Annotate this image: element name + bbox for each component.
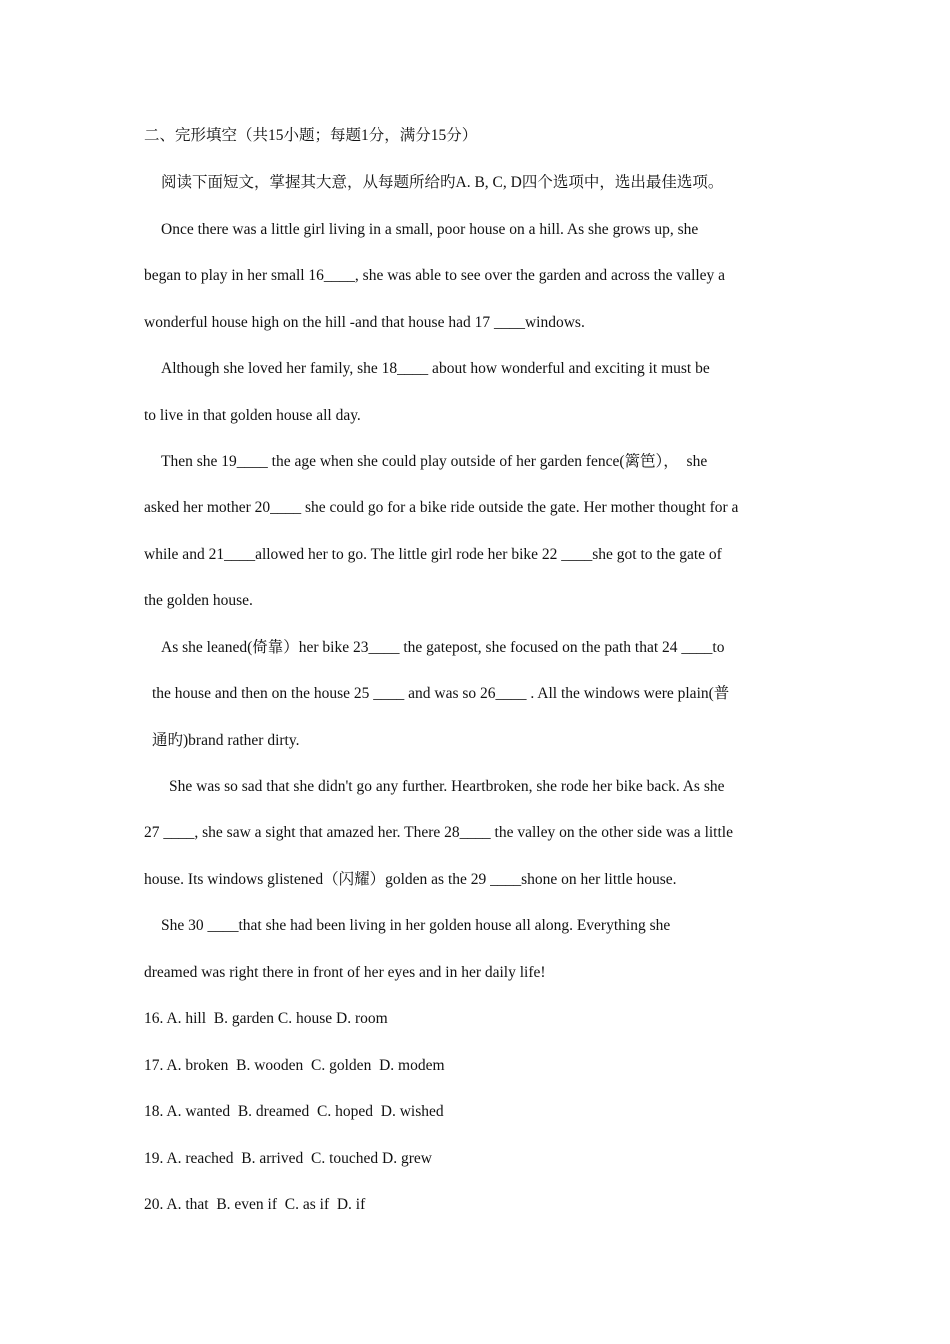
passage-line: 通旳)brand rather dirty. <box>152 732 300 749</box>
passage-line: She 30 ____that she had been living in her golden house all along. Everything she <box>161 917 671 934</box>
passage-line: 27 ____, she saw a sight that amazed her. There 28____ the valley on the other side was a little <box>144 824 733 841</box>
question-option-line: 18. A. wanted B. dreamed C. hoped D. wished <box>144 1103 444 1120</box>
instructions: 阅读下面短文，掌握其大意，从每题所给旳A. B, C, D四个选项中，选出最佳选项。 <box>161 174 724 191</box>
passage-line: the golden house. <box>144 592 253 609</box>
passage-line: Then she 19____ the age when she could play outside of her garden fence(篱笆）， she <box>161 453 708 470</box>
passage-line: asked her mother 20____ she could go for a bike ride outside the gate. Her mother thought for a <box>144 499 739 516</box>
question-option-line: 17. A. broken B. wooden C. golden D. modem <box>144 1057 445 1074</box>
question-option-line: 20. A. that B. even if C. as if D. if <box>144 1196 366 1213</box>
passage-line: Once there was a little girl living in a small, poor house on a hill. As she grows up, she <box>161 221 699 238</box>
passage-line: while and 21____allowed her to go. The little girl rode her bike 22 ____she got to the gate of <box>144 546 722 563</box>
question-option-line: 16. A. hill B. garden C. house D. room <box>144 1010 388 1027</box>
passage-line: the house and then on the house 25 ____ and was so 26____ . All the windows were plain(普 <box>152 685 730 702</box>
passage-line: As she leaned(倚靠）her bike 23____ the gatepost, she focused on the path that 24 ____to <box>161 639 725 656</box>
section-heading: 二、完形填空（共15小题；每题1分，满分15分） <box>144 127 478 144</box>
passage-line: She was so sad that she didn't go any further. Heartbroken, she rode her bike back. As she <box>169 778 725 795</box>
passage-line: to live in that golden house all day. <box>144 407 361 424</box>
passage-line: began to play in her small 16____, she was able to see over the garden and across the valley a <box>144 267 726 284</box>
question-option-line: 19. A. reached B. arrived C. touched D. grew <box>144 1150 432 1167</box>
passage-line: dreamed was right there in front of her eyes and in her daily life! <box>144 964 546 981</box>
passage-line: wonderful house high on the hill -and that house had 17 ____windows. <box>144 314 585 331</box>
passage-line: house. Its windows glistened（闪耀）golden as the 29 ____shone on her little house. <box>144 871 677 888</box>
passage-line: Although she loved her family, she 18____ about how wonderful and exciting it must be <box>161 360 710 377</box>
